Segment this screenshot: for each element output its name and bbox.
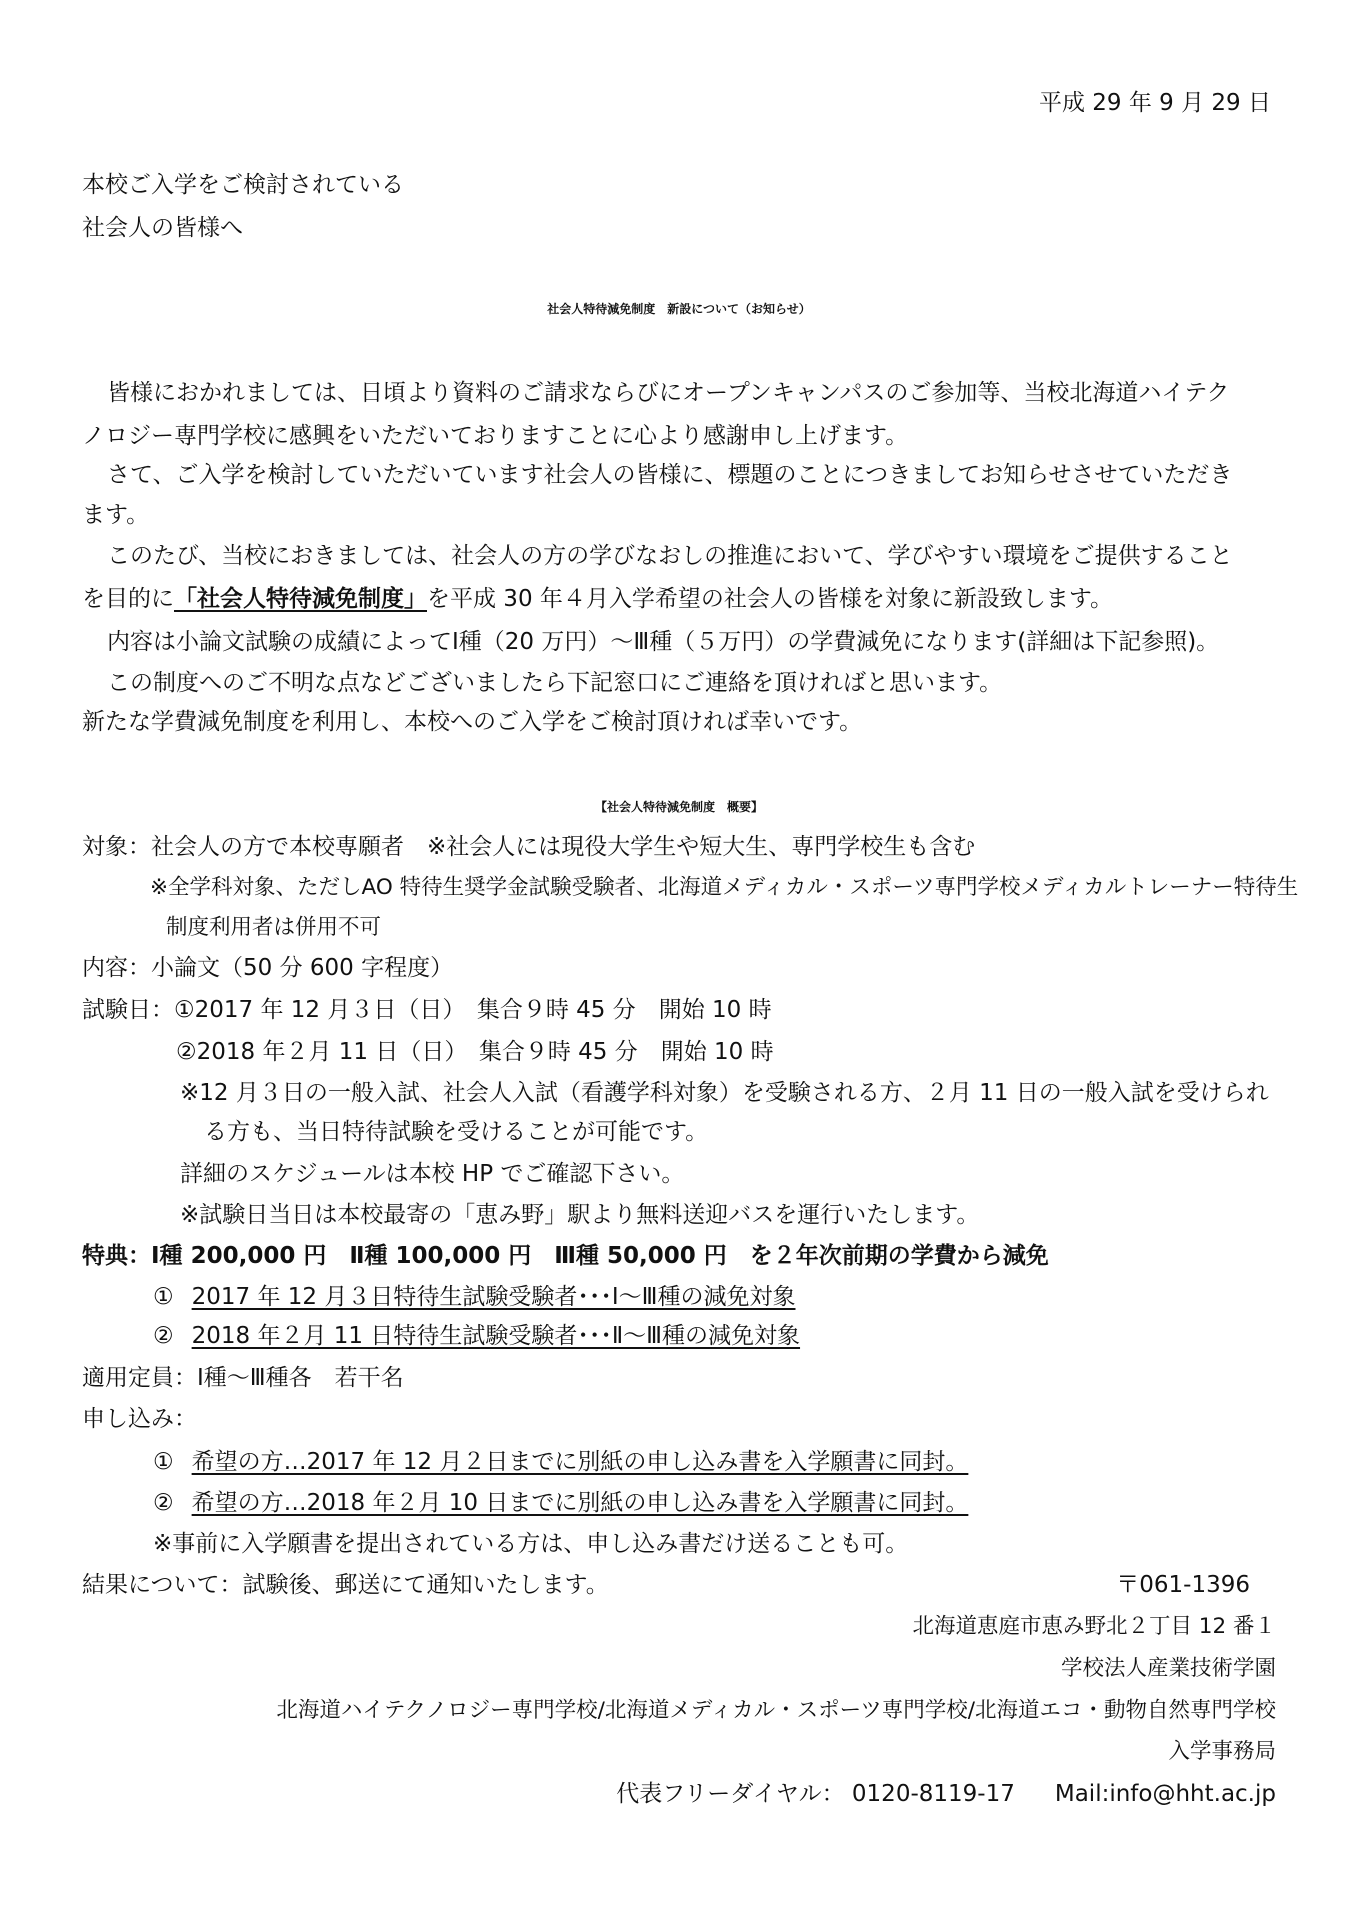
body-paragraph-3-suffix: を平成 30 年４月入学希望の社会人の皆様を対象に新設致します。: [427, 586, 1114, 612]
outline-target-note-line-2: 制度利用者は併用不可: [166, 915, 382, 940]
benefit-2-number: ②: [153, 1323, 174, 1349]
body-paragraph-5: この制度へのご不明な点などございましたら下記窓口にご連絡を頂ければと思います。: [107, 670, 1003, 696]
outline-quota: 適用定員：Ⅰ種～Ⅲ種各 若干名: [82, 1365, 404, 1391]
contact-corporation: 学校法人産業技術学園: [1060, 1656, 1276, 1681]
outline-exam-note-1-line-1: ※12 月３日の一般入試、社会人入試（看護学科対象）を受験される方、２月 11 日の一般入試を受けられ: [180, 1080, 1269, 1106]
apply-1-number: ①: [153, 1449, 174, 1475]
outline-heading: 【社会人特待減免制度 概要】: [594, 800, 763, 814]
outline-exam-note-3: ※試験日当日は本校最寄の「恵み野」駅より無料送迎バスを運行いたします。: [180, 1202, 980, 1228]
outline-exam-note-1-line-2: る方も、当日特待試験を受けることが可能です。: [204, 1119, 709, 1145]
body-paragraph-6: 新たな学費減免制度を利用し、本校へのご入学をご検討頂ければ幸いです。: [82, 709, 863, 735]
outline-content: 内容：小論文（50 分 600 字程度）: [82, 955, 454, 981]
outline-target: 対象：社会人の方で本校専願者 ※社会人には現役大学生や短大生、専門学校生も含む: [82, 834, 976, 860]
benefit-1-number: ①: [153, 1284, 174, 1310]
outline-apply-item-1: [153, 1447, 968, 1477]
body-paragraph-1-line-2: ノロジー専門学校に感興をいただいておりますことに心より感謝申し上げます。: [82, 423, 909, 449]
contact-phone: 代表フリーダイヤル： 0120-8119-17: [616, 1781, 1015, 1807]
apply-1-text: 希望の方…2017 年 12 月２日までに別紙の申し込み書を入学願書に同封。: [191, 1449, 969, 1475]
body-paragraph-3-line-1: このたび、当校におきましては、社会人の方の学びなおしの推進において、学びやすい環境をご提供すること: [107, 543, 1233, 569]
outline-apply-note: ※事前に入学願書を提出されている方は、申し込み書だけ送ることも可。: [153, 1531, 909, 1557]
body-paragraph-3-line-2: [82, 584, 1113, 614]
document-date: 平成 29 年 9 月 29 日: [1038, 90, 1271, 116]
addressee-line-2: 社会人の皆様へ: [82, 215, 243, 241]
contact-postal-code: 〒061-1396: [1116, 1572, 1250, 1598]
outline-benefit: 特典：Ⅰ種 200,000 円 Ⅱ種 100,000 円 Ⅲ種 50,000 円 を２年次前期の学費から減免: [82, 1243, 1049, 1269]
outline-apply-item-2: [153, 1488, 968, 1518]
contact-mail: Mail:info@hht.ac.jp: [1054, 1781, 1276, 1807]
benefit-1-text: 2017 年 12 月３日特待生試験受験者･･･Ⅰ～Ⅲ種の減免対象: [191, 1284, 796, 1310]
outline-exam-date-1: 試験日：①2017 年 12 月３日（日） 集合９時 45 分 開始 10 時: [82, 997, 772, 1023]
benefit-2-text: 2018 年２月 11 日特待生試験受験者･･･Ⅱ～Ⅲ種の減免対象: [191, 1323, 801, 1349]
body-paragraph-1-line-1: 皆様におかれましては、日頃より資料のご請求ならびにオープンキャンパスのご参加等、当校北海道ハイテク: [107, 380, 1230, 406]
outline-result: 結果について：試験後、郵送にて通知いたします。: [82, 1572, 609, 1598]
body-paragraph-2-line-2: ます。: [82, 502, 150, 528]
document-title: 社会人特待減免制度 新設について（お知らせ）: [547, 302, 811, 316]
contact-schools: 北海道ハイテクノロジー専門学校/北海道メディカル・スポーツ専門学校/北海道エコ・動物自然専門学校: [276, 1698, 1276, 1723]
contact-address: 北海道恵庭市恵み野北２丁目 12 番１: [912, 1614, 1276, 1639]
apply-2-text: 希望の方…2018 年２月 10 日までに別紙の申し込み書を入学願書に同封。: [191, 1490, 969, 1516]
outline-target-note-line-1: ※全学科対象、ただしAO 特待生奨学金試験受験者、北海道メディカル・スポーツ専門学校メディカルトレーナー特待生: [150, 875, 1299, 900]
body-paragraph-4: 内容は小論文試験の成績によってⅠ種（20 万円）～Ⅲ種（５万円）の学費減免になります(詳細は下記参照)。: [107, 629, 1220, 655]
program-name-emphasis: 「社会人特待減免制度」: [174, 586, 427, 612]
outline-exam-date-2: ②2018 年２月 11 日（日） 集合９時 45 分 開始 10 時: [176, 1039, 774, 1065]
contact-office: 入学事務局: [1168, 1739, 1276, 1764]
body-paragraph-3-prefix: を目的に: [82, 586, 174, 612]
apply-2-number: ②: [153, 1490, 174, 1516]
outline-benefit-item-1: [153, 1282, 796, 1312]
outline-apply-label: 申し込み：: [82, 1406, 197, 1432]
body-paragraph-2-line-1: さて、ご入学を検討していただいています社会人の皆様に、標題のことにつきましてお知らせさせていただき: [107, 462, 1233, 488]
outline-benefit-item-2: [153, 1321, 800, 1351]
contact-line: [616, 1779, 1276, 1809]
outline-exam-note-2: 詳細のスケジュールは本校 HP でご確認下さい。: [180, 1161, 685, 1187]
addressee-line-1: 本校ご入学をご検討されている: [82, 172, 404, 198]
